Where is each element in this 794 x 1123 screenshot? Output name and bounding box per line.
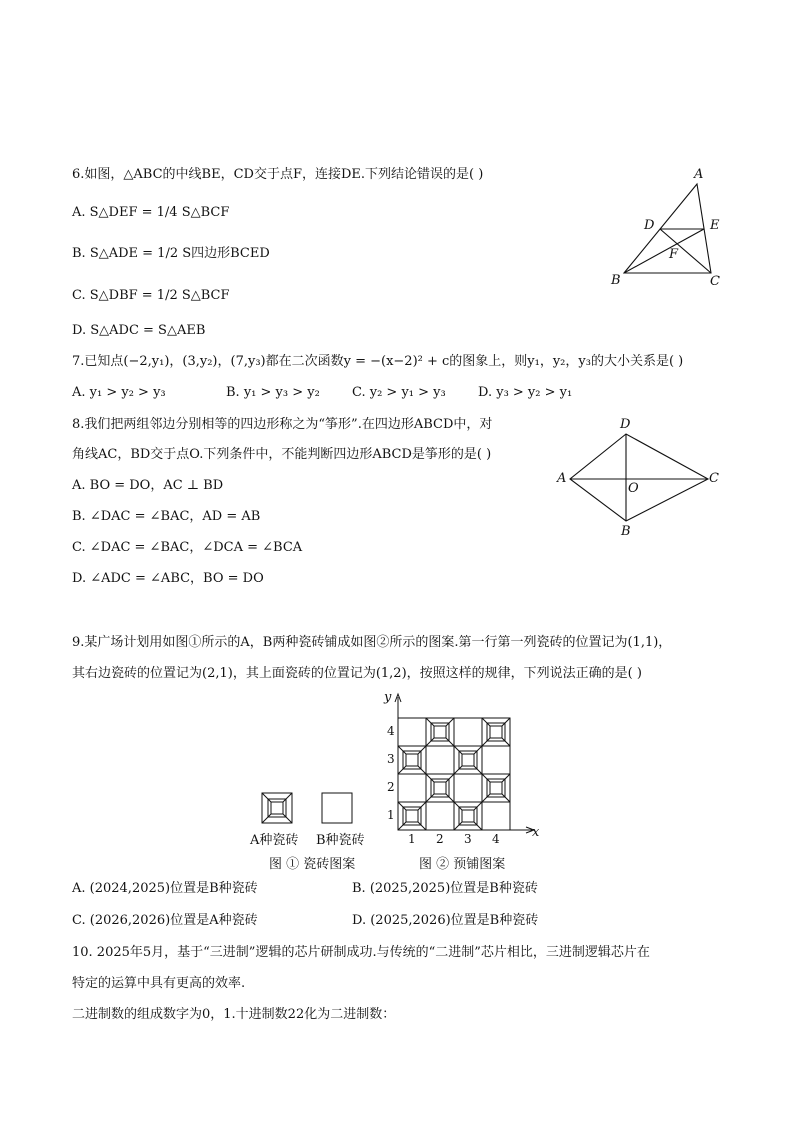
q6-stem: 6.如图，△ABC的中线BE，CD交于点F，连接DE.下列结论错误的是( ) <box>72 167 484 182</box>
tile-a-bevel <box>474 766 482 774</box>
q6-option-c: C. S△DBF = 1/2 S△BCF <box>72 288 230 303</box>
tile-a-bevel <box>482 718 490 726</box>
tile-a-bevel <box>398 802 406 810</box>
tile-b-cell <box>426 746 454 774</box>
tile-a-core <box>434 782 446 794</box>
q10-line1: 10. 2025年5月，基于“三进制”逻辑的芯片研制成功.与传统的“二进制”芯片相比，三进制逻辑芯片在 <box>72 945 650 960</box>
tile-a-inner <box>459 807 477 825</box>
q7-option-a: A. y₁ > y₂ > y₃ <box>72 385 166 400</box>
tile-a-core <box>462 754 474 766</box>
tile-b-cell <box>454 718 482 746</box>
q6-option-a: A. S△DEF = 1/4 S△BCF <box>72 205 230 220</box>
q10-line3: 二进制数的组成数字为0，1.十进制数22化为二进制数： <box>72 1007 396 1022</box>
q10-line2: 特定的运算中具有更高的效率. <box>72 976 246 991</box>
q9-stem-line2: 其右边瓷砖的位置记为(2,1)，其上面瓷砖的位置记为(1,2)，按照这样的规律，下列说法正确的是( ) <box>72 666 642 681</box>
tile-a-bevel <box>502 718 510 726</box>
tile-a-cell <box>398 802 426 830</box>
q6-label-b: B <box>611 273 621 288</box>
tile-a-bevel <box>398 746 406 754</box>
tile-a-inner <box>431 723 449 741</box>
grid-x-tick-3: 3 <box>464 832 472 846</box>
tile-b-label: B种瓷砖 <box>316 833 365 848</box>
q6-label-a: A <box>694 167 704 182</box>
q8-label-b: B <box>621 524 631 539</box>
tile-a-inner <box>459 751 477 769</box>
q7-option-d: D. y₃ > y₂ > y₁ <box>478 385 573 400</box>
grid-y-tick-1: 1 <box>387 808 395 822</box>
q9-stem-line1: 9.某广场计划用如图①所示的A，B两种瓷砖铺成如图②所示的图案.第一行第一列瓷砖的位置记为(1,1)， <box>72 635 672 650</box>
q8-option-a: A. BO = DO，AC ⊥ BD <box>72 478 224 493</box>
tile-a-cell <box>454 802 482 830</box>
tile-a-cell <box>482 774 510 802</box>
q8-label-d: D <box>620 417 631 432</box>
tile-a-bevel <box>446 794 454 802</box>
tile-a-bevel <box>426 774 434 782</box>
tile-a-bevel <box>398 766 406 774</box>
tile-a-bevel <box>454 822 462 830</box>
q7-option-c: C. y₂ > y₁ > y₃ <box>352 385 446 400</box>
tile-b-cell <box>398 718 426 746</box>
q8-label-a: A <box>557 471 567 486</box>
q8-option-b: B. ∠DAC = ∠BAC，AD = AB <box>72 509 261 524</box>
tile-a-bevel <box>446 718 454 726</box>
tile-a-bevel <box>418 802 426 810</box>
grid-x-tick-4: 4 <box>492 832 500 846</box>
grid-x-tick-2: 2 <box>436 832 444 846</box>
tile-a-bevel <box>502 774 510 782</box>
q8-label-o: O <box>628 481 639 496</box>
grid-y-tick-3: 3 <box>387 752 395 766</box>
grid-axis-y-label: y <box>384 690 392 705</box>
tile-a-bevel <box>398 822 406 830</box>
figure2-caption: 图 ② 预铺图案 <box>419 857 506 872</box>
figure1-caption: 图 ① 瓷砖图案 <box>269 857 356 872</box>
tile-a-cell <box>426 774 454 802</box>
grid-x-tick-1: 1 <box>408 832 416 846</box>
tile-a-bevel <box>426 718 434 726</box>
tile-b-cell <box>454 774 482 802</box>
tile-a-core <box>462 810 474 822</box>
tile-a-inner <box>403 751 421 769</box>
tile-a-core <box>406 810 418 822</box>
tile-b-cell <box>398 774 426 802</box>
q8-option-c: C. ∠DAC = ∠BAC，∠DCA = ∠BCA <box>72 540 303 555</box>
tile-a-label: A种瓷砖 <box>250 833 299 848</box>
tile-a-bevel <box>426 794 434 802</box>
tile-a-core <box>490 782 502 794</box>
q6-label-f: F <box>669 247 679 262</box>
q6-label-d: D <box>644 218 655 233</box>
tile-a-inner <box>487 779 505 797</box>
q8-label-c: C <box>709 471 719 486</box>
grid-axis-x-label: x <box>532 825 540 840</box>
tile-a-bevel <box>446 738 454 746</box>
tile-a-bevel <box>454 746 462 754</box>
tile-a-bevel <box>418 822 426 830</box>
tile-b-cell <box>426 802 454 830</box>
tile-a-cell <box>426 718 454 746</box>
tile-a-cell <box>398 746 426 774</box>
q7-option-b: B. y₁ > y₃ > y₂ <box>226 385 320 400</box>
tile-a-core <box>490 726 502 738</box>
q9-option-b: B. (2025,2025)位置是B种瓷砖 <box>352 881 538 896</box>
tile-a-bevel <box>446 774 454 782</box>
tile-a-bevel <box>418 766 426 774</box>
tile-a-inner <box>403 807 421 825</box>
q8-stem-line2: 角线AC，BD交于点O.下列条件中，不能判断四边形ABCD是筝形的是( ) <box>72 447 492 462</box>
tile-a-bevel <box>474 802 482 810</box>
q6-label-c: C <box>710 274 720 289</box>
q6-option-b: B. S△ADE = 1/2 S四边形BCED <box>72 246 270 261</box>
q8-stem-line1: 8.我们把两组邻边分别相等的四边形称之为“筝形”.在四边形ABCD中，对 <box>72 417 493 432</box>
tile-a-cell <box>482 718 510 746</box>
grid-y-tick-2: 2 <box>387 780 395 794</box>
tile-a-bevel <box>426 738 434 746</box>
q9-option-a: A. (2024,2025)位置是B种瓷砖 <box>72 881 258 896</box>
tile-a-bevel <box>454 802 462 810</box>
grid-y-tick-4: 4 <box>387 724 395 738</box>
tile-a-bevel <box>482 794 490 802</box>
q9-option-d: D. (2025,2026)位置是B种瓷砖 <box>352 913 539 928</box>
tile-a-bevel <box>418 746 426 754</box>
q6-label-e: E <box>710 218 720 233</box>
tile-a-bevel <box>454 766 462 774</box>
tile-a-bevel <box>502 738 510 746</box>
tile-b-cell <box>482 802 510 830</box>
tile-a-bevel <box>474 746 482 754</box>
tile-a-bevel <box>502 794 510 802</box>
tile-b-cell <box>482 746 510 774</box>
tile-a-core <box>434 726 446 738</box>
tile-a-bevel <box>474 822 482 830</box>
q8-option-d: D. ∠ADC = ∠ABC，BO = DO <box>72 571 264 586</box>
q9-option-c: C. (2026,2026)位置是A种瓷砖 <box>72 913 258 928</box>
tile-a-bevel <box>482 738 490 746</box>
tile-a-cell <box>454 746 482 774</box>
q6-option-d: D. S△ADC = S△AEB <box>72 323 206 338</box>
tile-a-inner <box>487 723 505 741</box>
q7-stem: 7.已知点(−2,y₁)，(3,y₂)，(7,y₃)都在二次函数y = −(x−2)² + c的图象上，则y₁，y₂，y₃的大小关系是( ) <box>72 354 684 369</box>
tile-a-bevel <box>482 774 490 782</box>
tile-a-core <box>406 754 418 766</box>
tile-a-inner <box>431 779 449 797</box>
